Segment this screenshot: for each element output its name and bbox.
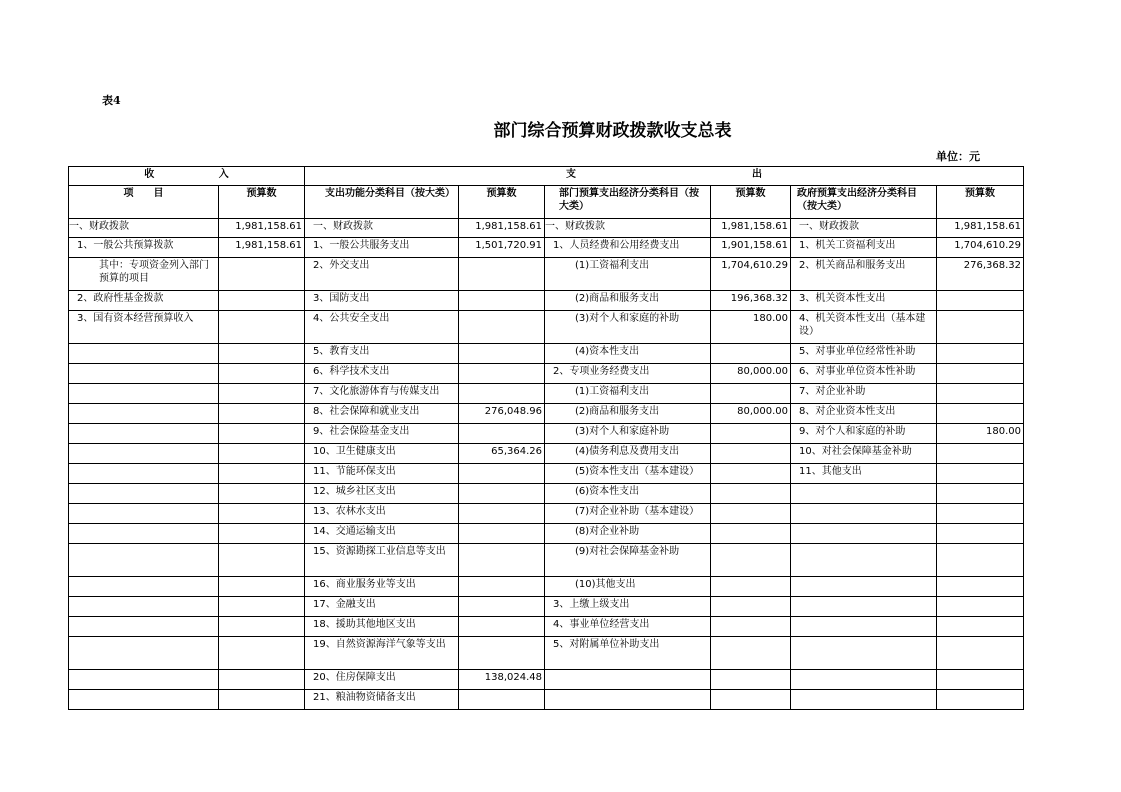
dept-amount-cell (711, 444, 791, 464)
table-row (69, 258, 1024, 291)
column-header-row (69, 186, 1024, 219)
function-item-cell: 20、住房保障支出 (305, 670, 459, 690)
income-item-cell (69, 504, 219, 524)
gov-item-cell: 8、对企业资本性支出 (791, 404, 937, 424)
table-row (69, 484, 1024, 504)
dept-amount-cell (711, 424, 791, 444)
dept-item-cell: (10)其他支出 (545, 577, 711, 597)
dept-item-cell: (1)工资福利支出 (545, 258, 711, 291)
gov-amount-cell (937, 544, 1024, 577)
gov-amount-cell (937, 504, 1024, 524)
gov-amount-cell (937, 311, 1024, 344)
header-dept-econ-category: 部门预算支出经济分类科目（按大类） (545, 186, 711, 219)
dept-item-cell: (4)债务利息及费用支出 (545, 444, 711, 464)
function-amount-cell (459, 258, 545, 291)
gov-amount-cell (937, 404, 1024, 424)
income-amount-cell (219, 384, 305, 404)
expense-header-char-1: 支 (566, 169, 576, 180)
gov-item-cell (791, 484, 937, 504)
income-item-cell (69, 577, 219, 597)
table-row (69, 364, 1024, 384)
table-row (69, 404, 1024, 424)
dept-item-cell: 4、事业单位经营支出 (545, 617, 711, 637)
function-amount-cell (459, 544, 545, 577)
group-header-row (69, 167, 1024, 186)
dept-item-cell: (2)商品和服务支出 (545, 404, 711, 424)
gov-amount-cell: 180.00 (937, 424, 1024, 444)
function-amount-cell (459, 504, 545, 524)
function-amount-cell (459, 311, 545, 344)
gov-item-cell (791, 637, 937, 670)
dept-amount-cell (711, 544, 791, 577)
table-row (69, 544, 1024, 577)
function-item-cell: 一、财政拨款 (305, 219, 459, 238)
function-item-cell: 1、一般公共服务支出 (305, 238, 459, 258)
function-item-cell: 2、外交支出 (305, 258, 459, 291)
dept-item-cell: 3、上缴上级支出 (545, 597, 711, 617)
function-amount-cell (459, 577, 545, 597)
income-item-cell: 2、政府性基金拨款 (69, 291, 219, 311)
income-amount-cell (219, 617, 305, 637)
function-amount-cell (459, 364, 545, 384)
function-item-cell: 17、金融支出 (305, 597, 459, 617)
gov-item-cell (791, 690, 937, 710)
header-amount-dept: 预算数 (711, 186, 791, 219)
dept-item-cell: 5、对附属单位补助支出 (545, 637, 711, 670)
function-amount-cell: 1,981,158.61 (459, 219, 545, 238)
income-item-cell: 其中：专项资金列入部门预算的项目 (69, 258, 219, 291)
income-item-cell (69, 524, 219, 544)
table-row (69, 424, 1024, 444)
function-item-cell: 5、教育支出 (305, 344, 459, 364)
gov-item-cell: 5、对事业单位经常性补助 (791, 344, 937, 364)
income-amount-cell (219, 690, 305, 710)
function-item-cell: 3、国防支出 (305, 291, 459, 311)
header-item: 项 目 (69, 186, 219, 219)
dept-amount-cell (711, 637, 791, 670)
dept-item-cell: (4)资本性支出 (545, 344, 711, 364)
gov-item-cell: 6、对事业单位资本性补助 (791, 364, 937, 384)
table-row (69, 670, 1024, 690)
function-amount-cell: 1,501,720.91 (459, 238, 545, 258)
income-item-cell (69, 597, 219, 617)
dept-amount-cell (711, 524, 791, 544)
gov-amount-cell (937, 291, 1024, 311)
function-item-cell: 19、自然资源海洋气象等支出 (305, 637, 459, 670)
function-item-cell: 21、粮油物资储备支出 (305, 690, 459, 710)
income-amount-cell: 1,981,158.61 (219, 238, 305, 258)
function-amount-cell (459, 690, 545, 710)
dept-item-cell: (3)对个人和家庭补助 (545, 424, 711, 444)
header-gov-econ-category: 政府预算支出经济分类科目（按大类） (791, 186, 937, 219)
dept-amount-cell (711, 484, 791, 504)
income-amount-cell (219, 424, 305, 444)
function-amount-cell (459, 597, 545, 617)
budget-table (68, 166, 1024, 710)
income-item-cell: 1、一般公共预算拨款 (69, 238, 219, 258)
dept-item-cell: 2、专项业务经费支出 (545, 364, 711, 384)
income-amount-cell (219, 444, 305, 464)
page-title: 部门综合预算财政拨款收支总表 (493, 121, 732, 141)
dept-amount-cell: 1,981,158.61 (711, 219, 791, 238)
income-amount-cell (219, 311, 305, 344)
income-amount-cell (219, 404, 305, 424)
unit-label: 单位：元 (936, 150, 980, 163)
dept-item-cell: 1、人员经费和公用经费支出 (545, 238, 711, 258)
income-item-cell (69, 404, 219, 424)
income-item-cell (69, 637, 219, 670)
income-amount-cell (219, 670, 305, 690)
gov-item-cell: 7、对企业补助 (791, 384, 937, 404)
income-amount-cell (219, 464, 305, 484)
gov-amount-cell (937, 577, 1024, 597)
income-header-char-1: 收 (144, 169, 155, 180)
gov-item-cell: 10、对社会保障基金补助 (791, 444, 937, 464)
income-item-cell (69, 617, 219, 637)
table-row (69, 384, 1024, 404)
dept-amount-cell (711, 597, 791, 617)
dept-amount-cell: 1,704,610.29 (711, 258, 791, 291)
dept-item-cell: (2)商品和服务支出 (545, 291, 711, 311)
function-item-cell: 12、城乡社区支出 (305, 484, 459, 504)
gov-item-cell: 11、其他支出 (791, 464, 937, 484)
gov-item-cell (791, 504, 937, 524)
gov-item-cell (791, 617, 937, 637)
function-item-cell: 16、商业服务业等支出 (305, 577, 459, 597)
function-amount-cell (459, 291, 545, 311)
table-row (69, 577, 1024, 597)
income-item-cell (69, 484, 219, 504)
income-amount-cell (219, 597, 305, 617)
dept-amount-cell (711, 690, 791, 710)
gov-item-cell: 9、对个人和家庭的补助 (791, 424, 937, 444)
dept-amount-cell (711, 577, 791, 597)
dept-amount-cell (711, 617, 791, 637)
table-row (69, 597, 1024, 617)
income-item-cell (69, 364, 219, 384)
header-function-category: 支出功能分类科目（按大类） (305, 186, 459, 219)
dept-amount-cell (711, 504, 791, 524)
function-item-cell: 13、农林水支出 (305, 504, 459, 524)
dept-item-cell: (9)对社会保障基金补助 (545, 544, 711, 577)
function-amount-cell (459, 524, 545, 544)
income-item-cell (69, 690, 219, 710)
function-item-cell: 15、资源勘探工业信息等支出 (305, 544, 459, 577)
gov-amount-cell (937, 670, 1024, 690)
income-amount-cell (219, 344, 305, 364)
gov-item-cell: 一、财政拨款 (791, 219, 937, 238)
income-item-cell (69, 384, 219, 404)
gov-amount-cell (937, 484, 1024, 504)
dept-amount-cell (711, 344, 791, 364)
function-amount-cell: 65,364.26 (459, 444, 545, 464)
function-item-cell: 7、文化旅游体育与传媒支出 (305, 384, 459, 404)
gov-amount-cell (937, 597, 1024, 617)
function-item-cell: 4、公共安全支出 (305, 311, 459, 344)
gov-amount-cell: 1,704,610.29 (937, 238, 1024, 258)
gov-item-cell: 4、机关资本性支出（基本建设） (791, 311, 937, 344)
table-row (69, 311, 1024, 344)
gov-amount-cell: 276,368.32 (937, 258, 1024, 291)
dept-amount-cell: 80,000.00 (711, 404, 791, 424)
income-item-cell (69, 544, 219, 577)
gov-amount-cell: 1,981,158.61 (937, 219, 1024, 238)
dept-item-cell: (7)对企业补助（基本建设） (545, 504, 711, 524)
gov-item-cell (791, 524, 937, 544)
table-row (69, 637, 1024, 670)
function-amount-cell (459, 484, 545, 504)
income-amount-cell (219, 291, 305, 311)
gov-amount-cell (937, 384, 1024, 404)
gov-item-cell: 3、机关资本性支出 (791, 291, 937, 311)
table-row (69, 504, 1024, 524)
function-item-cell: 11、节能环保支出 (305, 464, 459, 484)
income-item-cell: 3、国有资本经营预算收入 (69, 311, 219, 344)
expense-header-char-2: 出 (752, 169, 762, 180)
gov-item-cell (791, 544, 937, 577)
function-amount-cell: 276,048.96 (459, 404, 545, 424)
function-amount-cell: 138,024.48 (459, 670, 545, 690)
function-item-cell: 14、交通运输支出 (305, 524, 459, 544)
table-row (69, 444, 1024, 464)
income-amount-cell (219, 544, 305, 577)
function-item-cell: 9、社会保险基金支出 (305, 424, 459, 444)
function-item-cell: 10、卫生健康支出 (305, 444, 459, 464)
expense-group-header (305, 167, 1024, 186)
table-row (69, 219, 1024, 238)
income-amount-cell (219, 258, 305, 291)
dept-item-cell: (6)资本性支出 (545, 484, 711, 504)
gov-item-cell (791, 597, 937, 617)
function-amount-cell (459, 384, 545, 404)
header-amount-gov: 预算数 (937, 186, 1024, 219)
table-row (69, 617, 1024, 637)
dept-item-cell (545, 670, 711, 690)
gov-amount-cell (937, 690, 1024, 710)
gov-amount-cell (937, 344, 1024, 364)
income-amount-cell (219, 504, 305, 524)
function-item-cell: 18、援助其他地区支出 (305, 617, 459, 637)
header-amount-function: 预算数 (459, 186, 545, 219)
dept-item-cell: (1)工资福利支出 (545, 384, 711, 404)
header-amount-income: 预算数 (219, 186, 305, 219)
gov-amount-cell (937, 524, 1024, 544)
income-amount-cell (219, 484, 305, 504)
gov-item-cell: 2、机关商品和服务支出 (791, 258, 937, 291)
table-label: 表4 (102, 94, 121, 107)
dept-item-cell: (8)对企业补助 (545, 524, 711, 544)
income-item-cell (69, 670, 219, 690)
gov-amount-cell (937, 364, 1024, 384)
function-amount-cell (459, 464, 545, 484)
gov-item-cell: 1、机关工资福利支出 (791, 238, 937, 258)
function-amount-cell (459, 424, 545, 444)
income-header-char-2: 入 (218, 169, 229, 180)
income-amount-cell (219, 577, 305, 597)
income-item-cell (69, 424, 219, 444)
function-item-cell: 8、社会保障和就业支出 (305, 404, 459, 424)
table-row (69, 690, 1024, 710)
income-item-cell (69, 344, 219, 364)
dept-amount-cell: 196,368.32 (711, 291, 791, 311)
gov-amount-cell (937, 464, 1024, 484)
gov-amount-cell (937, 444, 1024, 464)
dept-amount-cell (711, 384, 791, 404)
income-item-cell: 一、财政拨款 (69, 219, 219, 238)
dept-item-cell (545, 690, 711, 710)
table-row (69, 524, 1024, 544)
income-amount-cell (219, 364, 305, 384)
dept-item-cell: (3)对个人和家庭的补助 (545, 311, 711, 344)
function-amount-cell (459, 617, 545, 637)
table-row (69, 291, 1024, 311)
income-item-cell (69, 444, 219, 464)
dept-amount-cell: 1,901,158.61 (711, 238, 791, 258)
table-row (69, 464, 1024, 484)
income-amount-cell: 1,981,158.61 (219, 219, 305, 238)
gov-amount-cell (937, 637, 1024, 670)
dept-item-cell: 一、财政拨款 (545, 219, 711, 238)
income-group-header (69, 167, 305, 186)
dept-amount-cell (711, 464, 791, 484)
dept-amount-cell: 180.00 (711, 311, 791, 344)
dept-amount-cell: 80,000.00 (711, 364, 791, 384)
function-amount-cell (459, 344, 545, 364)
function-amount-cell (459, 637, 545, 670)
dept-amount-cell (711, 670, 791, 690)
income-amount-cell (219, 524, 305, 544)
income-amount-cell (219, 637, 305, 670)
gov-amount-cell (937, 617, 1024, 637)
gov-item-cell (791, 670, 937, 690)
gov-item-cell (791, 577, 937, 597)
income-item-cell (69, 464, 219, 484)
function-item-cell: 6、科学技术支出 (305, 364, 459, 384)
table-row (69, 344, 1024, 364)
table-row (69, 238, 1024, 258)
dept-item-cell: (5)资本性支出（基本建设） (545, 464, 711, 484)
